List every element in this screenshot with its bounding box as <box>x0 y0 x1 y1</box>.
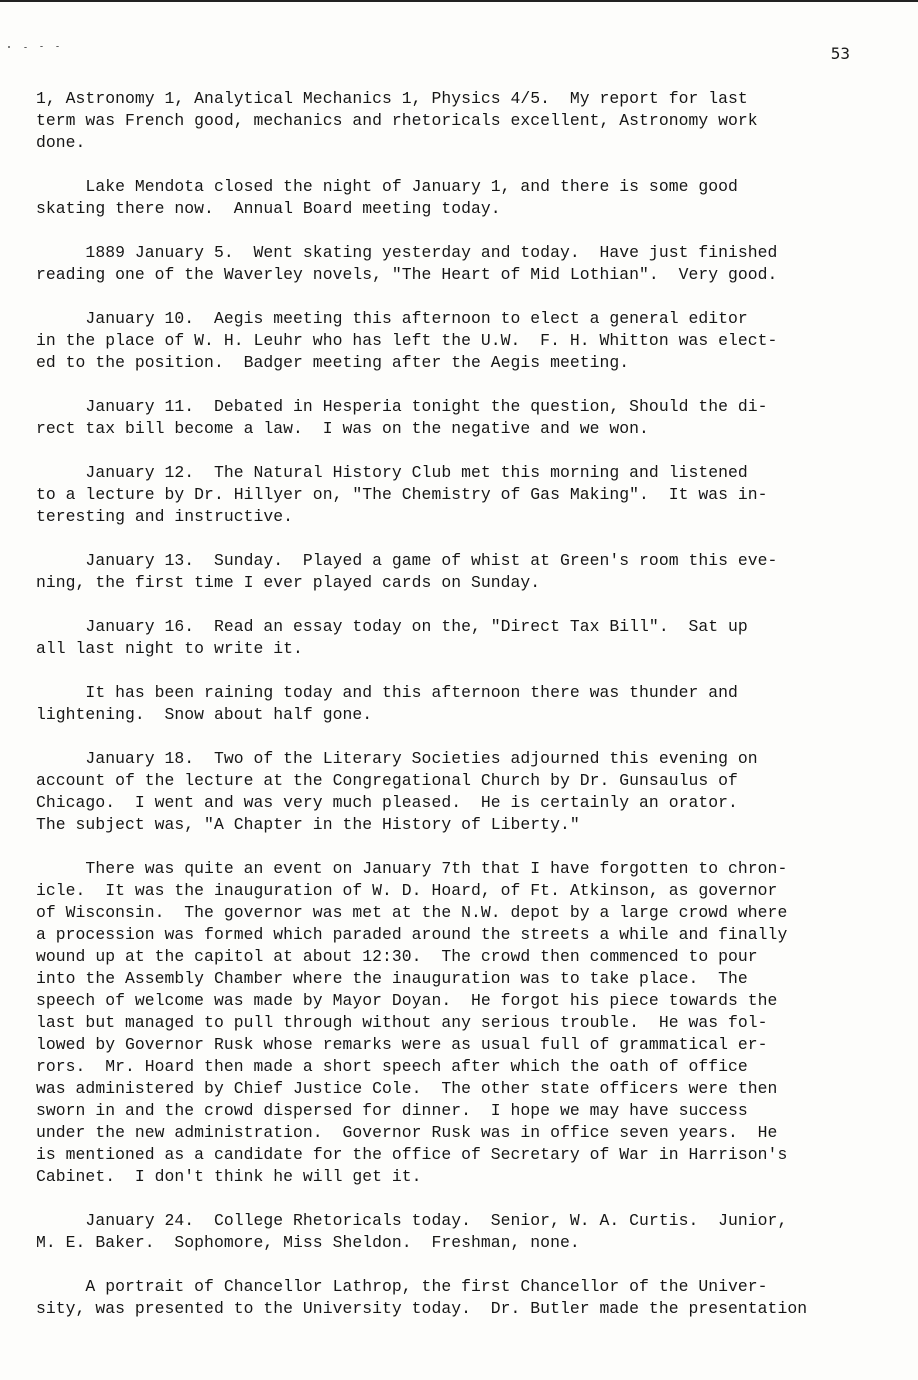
text-line: 1, Astronomy 1, Analytical Mechanics 1, Physics 4/5. My report for last <box>36 89 748 108</box>
text-line: rect tax bill become a law. I was on the negative and we won. <box>36 419 649 438</box>
diary-paragraph <box>36 88 886 154</box>
text-line: reading one of the Waverley novels, "The Heart of Mid Lothian". Very good. <box>36 265 778 284</box>
text-line: under the new administration. Governor Rusk was in office seven years. He <box>36 1123 778 1142</box>
text-line: ed to the position. Badger meeting after the Aegis meeting. <box>36 353 630 372</box>
diary-paragraph <box>36 308 886 374</box>
diary-paragraph <box>36 550 886 594</box>
text-line: 1889 January 5. Went skating yesterday and today. Have just finished <box>36 243 778 262</box>
scan-mark <box>56 46 59 47</box>
diary-paragraph <box>36 176 886 220</box>
text-line: to a lecture by Dr. Hillyer on, "The Chemistry of Gas Making". It was in- <box>36 485 768 504</box>
text-line: icle. It was the inauguration of W. D. Hoard, of Ft. Atkinson, as governor <box>36 881 778 900</box>
text-line: is mentioned as a candidate for the office of Secretary of War in Harrison's <box>36 1145 788 1164</box>
diary-paragraph <box>36 396 886 440</box>
text-line: January 24. College Rhetoricals today. Senior, W. A. Curtis. Junior, <box>36 1211 788 1230</box>
text-line: a procession was formed which paraded around the streets a while and finally <box>36 925 788 944</box>
diary-paragraph <box>36 748 886 836</box>
text-line: January 18. Two of the Literary Societies adjourned this evening on <box>36 749 758 768</box>
text-line: January 11. Debated in Hesperia tonight the question, Should the di- <box>36 397 768 416</box>
text-line: There was quite an event on January 7th that I have forgotten to chron- <box>36 859 788 878</box>
typescript-body <box>36 88 886 1342</box>
text-line: Lake Mendota closed the night of January 1, and there is some good <box>36 177 738 196</box>
text-line: The subject was, "A Chapter in the History of Liberty." <box>36 815 580 834</box>
scan-mark <box>8 46 10 48</box>
text-line: January 13. Sunday. Played a game of whist at Green's room this eve- <box>36 551 778 570</box>
text-line: January 12. The Natural History Club met this morning and listened <box>36 463 748 482</box>
text-line: M. E. Baker. Sophomore, Miss Sheldon. Freshman, none. <box>36 1233 580 1252</box>
text-line: A portrait of Chancellor Lathrop, the first Chancellor of the Univer- <box>36 1277 768 1296</box>
diary-paragraph <box>36 1210 886 1254</box>
text-line: done. <box>36 133 86 152</box>
text-line: January 10. Aegis meeting this afternoon to elect a general editor <box>36 309 748 328</box>
text-line: speech of welcome was made by Mayor Doyan. He forgot his piece towards the <box>36 991 778 1010</box>
text-line: in the place of W. H. Leuhr who has left the U.W. F. H. Whitton was elect- <box>36 331 778 350</box>
text-line: sity, was presented to the University today. Dr. Butler made the presentation <box>36 1299 808 1318</box>
text-line: sworn in and the crowd dispersed for dinner. I hope we may have success <box>36 1101 748 1120</box>
diary-paragraph <box>36 858 886 1188</box>
text-line: into the Assembly Chamber where the inauguration was to take place. The <box>36 969 748 988</box>
diary-paragraph <box>36 682 886 726</box>
diary-paragraph <box>36 1276 886 1320</box>
page-number: 53 <box>830 44 850 63</box>
text-line: term was French good, mechanics and rhetoricals excellent, Astronomy work <box>36 111 758 130</box>
text-line: Chicago. I went and was very much pleased. He is certainly an orator. <box>36 793 738 812</box>
text-line: teresting and instructive. <box>36 507 294 526</box>
text-line: ning, the first time I ever played cards on Sunday. <box>36 573 541 592</box>
text-line: all last night to write it. <box>36 639 303 658</box>
text-line: January 16. Read an essay today on the, "Direct Tax Bill". Sat up <box>36 617 748 636</box>
text-line: rors. Mr. Hoard then made a short speech after which the oath of office <box>36 1057 748 1076</box>
diary-paragraph <box>36 616 886 660</box>
page-top-edge <box>0 0 918 2</box>
text-line: last but managed to pull through without any serious trouble. He was fol- <box>36 1013 768 1032</box>
text-line: was administered by Chief Justice Cole. The other state officers were then <box>36 1079 778 1098</box>
text-line: account of the lecture at the Congregational Church by Dr. Gunsaulus of <box>36 771 738 790</box>
scan-mark <box>24 47 27 48</box>
text-line: lightening. Snow about half gone. <box>36 705 373 724</box>
text-line: lowed by Governor Rusk whose remarks were as usual full of grammatical er- <box>36 1035 768 1054</box>
text-line: of Wisconsin. The governor was met at the N.W. depot by a large crowd where <box>36 903 788 922</box>
text-line: skating there now. Annual Board meeting today. <box>36 199 501 218</box>
text-line: It has been raining today and this afternoon there was thunder and <box>36 683 738 702</box>
diary-paragraph <box>36 462 886 528</box>
text-line: Cabinet. I don't think he will get it. <box>36 1167 422 1186</box>
scan-mark <box>40 46 43 47</box>
text-line: wound up at the capitol at about 12:30. The crowd then commenced to pour <box>36 947 758 966</box>
diary-paragraph <box>36 242 886 286</box>
